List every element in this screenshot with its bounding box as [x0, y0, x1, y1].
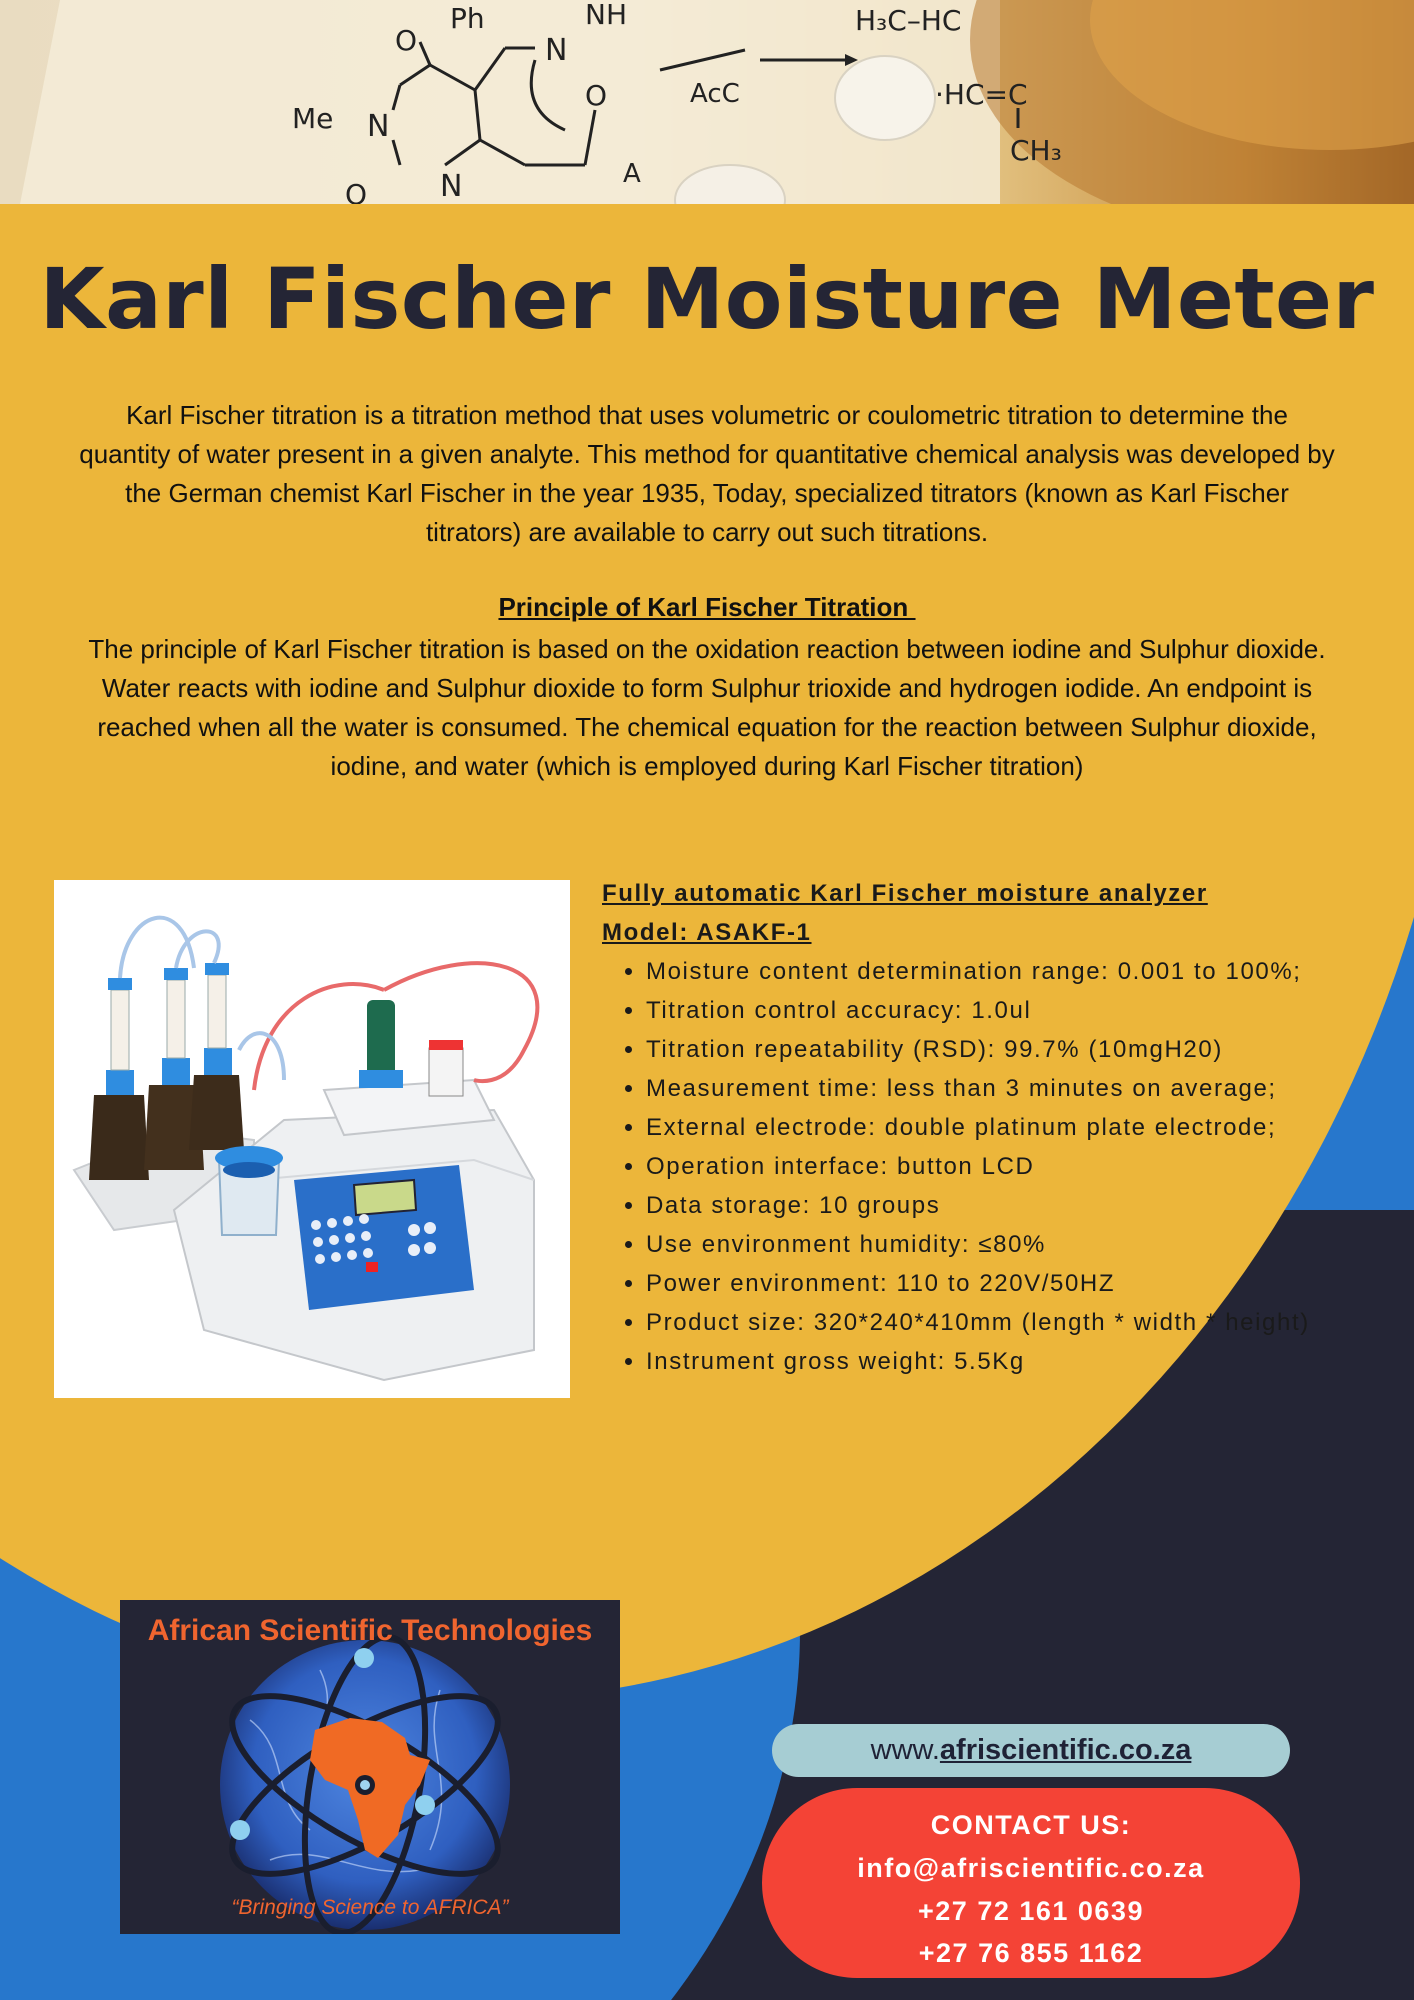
chem-label: CH₃: [1010, 134, 1062, 167]
chem-label: O: [345, 178, 368, 204]
principle-paragraph: The principle of Karl Fischer titration is based on the oxidation reaction between iodine and Sulphur dioxide. Water reacts with iodine and Sulphur dioxide to form Sulphur trioxide and hydrogen iodide. An endpoint is reached when all the water is consumed. The chemical equation for the reaction between Sulphur dioxide, iodine, and water (which is employed during Karl Fischer titration): [88, 634, 1326, 781]
contact-box: [762, 1788, 1300, 1978]
contact-phone-2[interactable]: +27 76 855 1162: [918, 1938, 1144, 1968]
website-link[interactable]: [772, 1724, 1290, 1777]
chem-label: N: [367, 109, 390, 144]
titrator-illustration: [54, 880, 570, 1398]
spec-item: • Instrument gross weight: 5.5Kg: [646, 1342, 1342, 1381]
chem-label: H₃C–HC: [855, 4, 962, 37]
chem-label: Ph: [450, 2, 485, 35]
contact-heading: CONTACT US:: [930, 1810, 1132, 1840]
chem-label: O: [395, 24, 418, 57]
logo-title: African Scientific Technologies: [147, 1614, 593, 1647]
product-photo: [54, 880, 570, 1398]
logo-tagline: “Bringing Science to AFRICA”: [231, 1896, 509, 1919]
website-domain[interactable]: afriscientific.co.za: [939, 1734, 1192, 1766]
spec-list: [602, 952, 1342, 1381]
header-chemistry-photo: [0, 0, 1414, 204]
chem-label: N: [545, 33, 568, 68]
globe-africa-logo-icon: [120, 1600, 620, 1934]
spec-item: • Product size: 320*240*410mm (length * width * height): [646, 1303, 1342, 1342]
spec-item: • Use environment humidity: ≤80%: [646, 1225, 1342, 1264]
chem-label: NH: [585, 0, 627, 31]
product-title: Fully automatic Karl Fischer moisture analyzer: [602, 880, 1208, 907]
website-prefix: www.: [870, 1734, 940, 1766]
spec-item: • External electrode: double platinum plate electrode;: [646, 1108, 1342, 1147]
product-specifications: [602, 874, 1342, 1381]
principle-heading: Principle of Karl Fischer Titration: [498, 592, 916, 622]
spec-item: • Power environment: 110 to 220V/50HZ: [646, 1264, 1342, 1303]
spec-item: • Data storage: 10 groups: [646, 1186, 1342, 1225]
spec-item: • Titration repeatability (RSD): 99.7% (10mgH20): [646, 1030, 1342, 1069]
chem-label: ·HC=C: [935, 78, 1028, 111]
chem-label: N: [440, 169, 463, 204]
chem-label: AcC: [690, 79, 740, 109]
product-model: Model: ASAKF-1: [602, 919, 812, 946]
page-title: Karl Fischer Moisture Meter: [39, 250, 1375, 348]
intro-paragraph: Karl Fischer titration is a titration method that uses volumetric or coulometric titration to determine the quantity of water present in a given analyte. This method for quantitative chemical analysis was developed by the German chemist Karl Fischer in the year 1935, Today, specialized titrators (known as Karl Fischer titrators) are available to carry out such titrations.: [79, 400, 1335, 547]
company-logo: [120, 1600, 620, 1934]
contact-phone-1[interactable]: +27 72 161 0639: [918, 1896, 1144, 1926]
spec-item: • Moisture content determination range: 0.001 to 100%;: [646, 952, 1342, 991]
chem-label: Me: [292, 102, 334, 135]
spec-item: • Titration control accuracy: 1.0ul: [646, 991, 1342, 1030]
chemistry-structure-drawing: [0, 0, 1414, 204]
spec-item: • Measurement time: less than 3 minutes on average;: [646, 1069, 1342, 1108]
contact-email[interactable]: info@afriscientific.co.za: [857, 1853, 1205, 1883]
spec-item: • Operation interface: button LCD: [646, 1147, 1342, 1186]
chem-label: A: [623, 159, 641, 189]
chem-label: O: [585, 79, 608, 112]
